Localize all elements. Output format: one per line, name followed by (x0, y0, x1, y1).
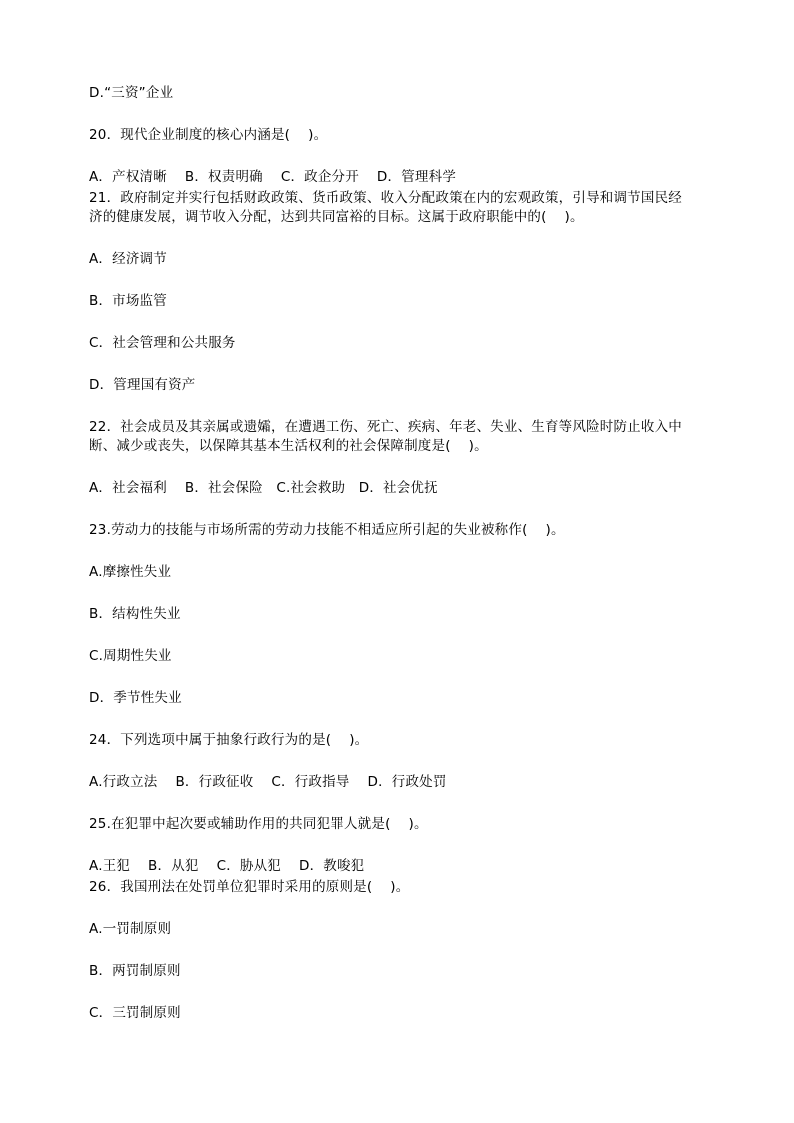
question-23: 23.劳动力的技能与市场所需的劳动力技能不相适应所引起的失业被称作( )。 (89, 522, 565, 538)
option-q23-a: A.摩擦性失业 (89, 564, 172, 580)
question-21-line-2: 济的健康发展，调节收入分配，达到共同富裕的目标。这属于政府职能中的( )。 (89, 209, 584, 225)
option-line-q19-d: D.“三资”企业 (89, 85, 174, 101)
option-q26-a: A.一罚制原则 (89, 921, 172, 937)
option-q21-b: B．市场监管 (89, 293, 167, 309)
options-q24: A.行政立法 B．行政征收 C．行政指导 D．行政处罚 (89, 774, 447, 790)
option-q21-c: C．社会管理和公共服务 (89, 335, 236, 351)
question-24: 24．下列选项中属于抽象行政行为的是( )。 (89, 732, 369, 748)
options-q20: A．产权清晰 B．权责明确 C．政企分开 D．管理科学 (89, 169, 457, 185)
option-q21-a: A．经济调节 (89, 251, 167, 267)
options-q25: A.王犯 B．从犯 C．胁从犯 D．教唆犯 (89, 858, 365, 874)
question-22-line-2: 断、减少或丧失，以保障其基本生活权利的社会保障制度是( )。 (89, 438, 488, 454)
option-q23-c: C.周期性失业 (89, 648, 172, 664)
option-q26-c: C．三罚制原则 (89, 1005, 181, 1021)
option-q23-b: B．结构性失业 (89, 606, 181, 622)
question-25: 25.在犯罪中起次要或辅助作用的共同犯罪人就是( )。 (89, 816, 428, 832)
option-q21-d: D．管理国有资产 (89, 377, 196, 393)
question-20: 20．现代企业制度的核心内涵是( )。 (89, 127, 328, 143)
question-26: 26．我国刑法在处罚单位犯罪时采用的原则是( )。 (89, 879, 410, 895)
option-q26-b: B．两罚制原则 (89, 963, 181, 979)
question-21-line-1: 21．政府制定并实行包括财政政策、货币政策、收入分配政策在内的宏观政策，引导和调节国民经 (89, 190, 682, 206)
question-22-line-1: 22．社会成员及其亲属或遗孀，在遭遇工伤、死亡、疾病、年老、失业、生育等风险时防止收入中 (89, 419, 682, 435)
option-q23-d: D．季节性失业 (89, 690, 182, 706)
options-q22: A．社会福利 B．社会保险 C.社会救助 D．社会优抚 (89, 480, 438, 496)
